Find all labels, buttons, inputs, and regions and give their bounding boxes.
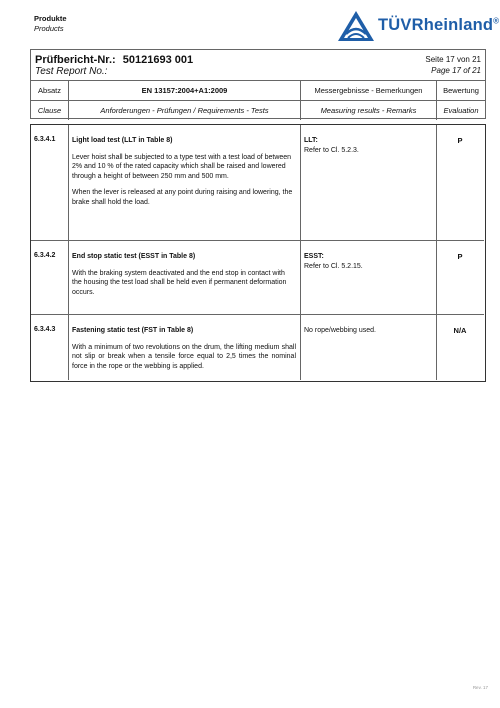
result-text: Refer to Cl. 5.2.15. (304, 262, 363, 270)
requirement-text: When the lever is released at any point during raising and lowering, the brake shall hold the load. (72, 189, 293, 206)
requirement-text: With the braking system deactivated and the end stop in contact with the housing the test load shall be held even if permanent deformation occurs. (72, 269, 287, 296)
result-title: ESST: (304, 253, 324, 260)
requirement-text: With a minimum of two revolutions on the drum, the lifting medium shall not slip or break when a tensile force equal to 2,5 times the nominal force in the rope or the webbing is applied. (72, 343, 296, 370)
company-name-en: Products (34, 24, 64, 33)
requirement-cell (72, 326, 296, 378)
requirement-text: Lever hoist shall be subjected to a type test with a test load of between 2% and 10 % of the rated capacity which shall be raised and lowered through a height of between 250 mm and 500 mm. (72, 153, 292, 180)
table-row (31, 241, 484, 315)
col-evaluation-de: Bewertung (436, 81, 485, 100)
evaluation-value: N/A (453, 326, 467, 335)
page-number-en: Page 17 of 21 (431, 66, 481, 75)
clause-number: 6.3.4.3 (34, 326, 56, 333)
col-evaluation-en: Evaluation (436, 101, 485, 120)
col-clause-en: Clause (37, 106, 62, 115)
report-title-label: Prüfbericht-Nr.: (35, 54, 116, 66)
test-results-table (30, 124, 486, 382)
report-number: 50121693 001 (122, 54, 194, 66)
report-title-en: Test Report No.: (35, 66, 108, 77)
report-title (35, 54, 197, 66)
result-cell (304, 136, 432, 155)
result-title: LLT: (304, 137, 318, 144)
revision-label: Rev. 17 (472, 685, 488, 690)
requirement-title: Fastening static test (FST in Table 8) (72, 327, 194, 334)
clause-number: 6.3.4.2 (34, 252, 56, 259)
result-cell (304, 326, 432, 336)
logo-wordmark: TÜVRheinland® (378, 16, 500, 34)
requirement-cell (72, 136, 296, 215)
col-results-de: Messergebnisse - Bemerkungen (300, 81, 436, 100)
evaluation-value: P (457, 252, 463, 261)
report-header-box (30, 49, 486, 119)
result-cell (304, 252, 432, 271)
table-row (31, 125, 484, 241)
company-name-de: Produkte (34, 14, 67, 23)
column-header-row-de (31, 81, 485, 101)
result-text: No rope/webbing used. (304, 327, 376, 334)
result-text: Refer to Cl. 5.2.3. (304, 146, 359, 154)
col-standard: EN 13157:2004+A1:2009 (68, 81, 300, 100)
requirement-title: End stop static test (ESST in Table 8) (72, 253, 196, 260)
page-number-de: Seite 17 von 21 (425, 55, 481, 64)
col-clause-de: Absatz (38, 86, 61, 95)
col-results-en: Measuring results - Remarks (300, 101, 436, 120)
col-requirements: Anforderungen - Prüfungen / Requirements - Tests (68, 101, 300, 120)
column-header-row-en (31, 101, 485, 120)
report-title-section (31, 50, 485, 81)
clause-number: 6.3.4.1 (34, 136, 56, 143)
evaluation-value: P (457, 136, 463, 145)
requirement-title: Light load test (LLT in Table 8) (72, 137, 173, 144)
table-row (31, 315, 484, 380)
requirement-cell (72, 252, 296, 304)
